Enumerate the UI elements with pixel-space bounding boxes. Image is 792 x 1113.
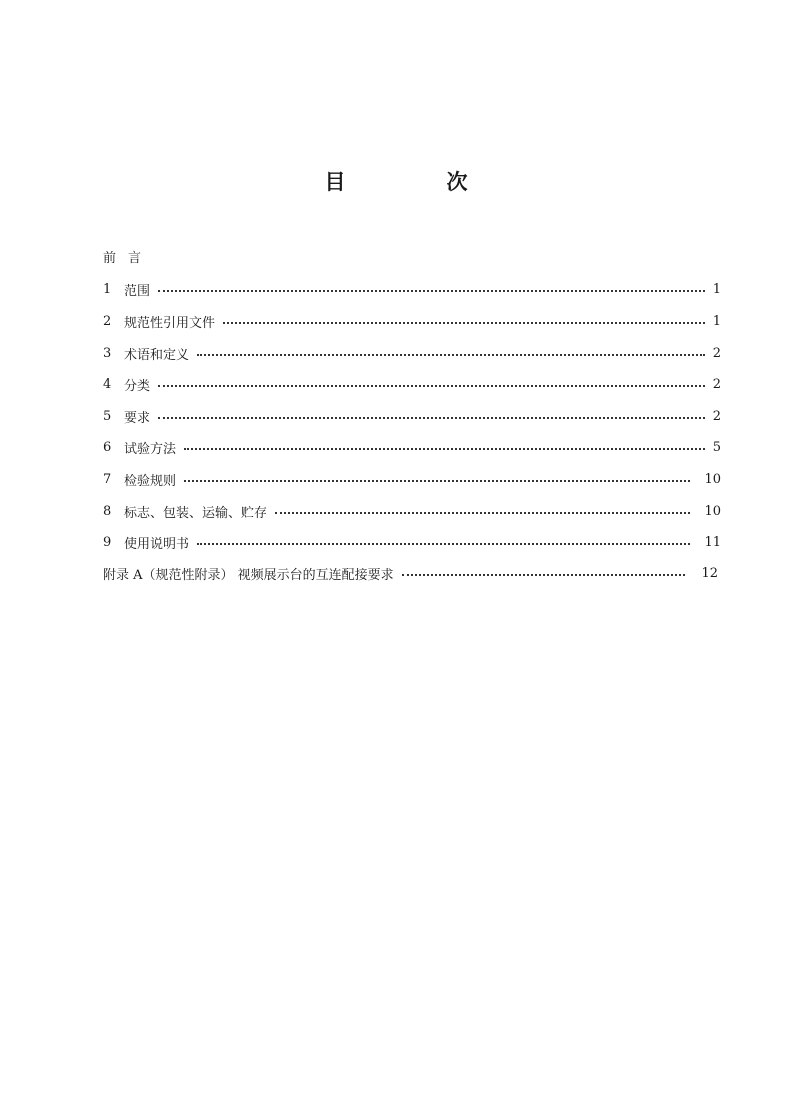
toc-dot-leader bbox=[184, 480, 690, 482]
toc-entry-page: 2 bbox=[712, 376, 721, 392]
toc-entry-page: 10 bbox=[704, 503, 721, 519]
toc-entry-4[interactable] bbox=[103, 373, 721, 395]
toc-entry-number: 6 bbox=[103, 439, 112, 455]
toc-dot-leader bbox=[158, 417, 705, 419]
toc-dot-leader bbox=[158, 290, 705, 292]
toc-entry-9[interactable] bbox=[103, 531, 721, 553]
toc-entry-label: 规范性引用文件 bbox=[124, 315, 216, 331]
toc-dot-leader bbox=[158, 385, 705, 387]
toc-entry-label: 使用说明书 bbox=[124, 536, 190, 552]
toc-entry-3[interactable] bbox=[103, 342, 721, 364]
toc-entry-8[interactable] bbox=[103, 500, 721, 522]
toc-entry-2[interactable] bbox=[103, 310, 721, 332]
toc-dot-leader bbox=[184, 448, 705, 450]
toc-entry-label: 要求 bbox=[124, 410, 151, 426]
toc-entry-number: 5 bbox=[103, 408, 112, 424]
toc-dot-leader bbox=[197, 543, 690, 545]
toc-entry-number: 9 bbox=[103, 534, 112, 550]
toc-entry-7[interactable] bbox=[103, 468, 721, 490]
toc-entry-page: 10 bbox=[704, 471, 721, 487]
toc-title: 目 次 bbox=[324, 169, 508, 194]
toc-entry-number: 3 bbox=[103, 345, 112, 361]
toc-entry-label: 分类 bbox=[124, 378, 151, 394]
toc-dot-leader bbox=[197, 354, 705, 356]
toc-entry-1[interactable] bbox=[103, 278, 721, 300]
toc-entry-number: 2 bbox=[103, 313, 112, 329]
toc-entry-page: 11 bbox=[704, 534, 721, 550]
toc-entry-label: 范围 bbox=[124, 283, 151, 299]
toc-entry-page: 2 bbox=[712, 345, 721, 361]
toc-entry-label: 标志、包装、运输、贮存 bbox=[124, 505, 268, 521]
toc-entry-6[interactable] bbox=[103, 436, 721, 458]
toc-entry-label: 术语和定义 bbox=[124, 347, 190, 363]
toc-entry-label: 试验方法 bbox=[124, 441, 177, 457]
toc-entry-5[interactable] bbox=[103, 405, 721, 427]
toc-entry-page: 1 bbox=[712, 313, 721, 329]
toc-entry-number: 1 bbox=[103, 281, 112, 297]
toc-dot-leader bbox=[402, 574, 686, 576]
toc-appendix-label: 附录 A（规范性附录） 视频展示台的互连配接要求 bbox=[103, 567, 394, 583]
toc-dot-leader bbox=[223, 322, 705, 324]
toc-entry-label: 检验规则 bbox=[124, 473, 177, 489]
toc-foreword[interactable] bbox=[103, 245, 153, 267]
toc-entry-page: 1 bbox=[712, 281, 721, 297]
toc-appendix-page: 12 bbox=[701, 565, 718, 581]
toc-dot-leader bbox=[275, 512, 690, 514]
toc-entry-page: 5 bbox=[712, 439, 721, 455]
toc-entry-number: 8 bbox=[103, 503, 112, 519]
toc-entry-number: 4 bbox=[103, 376, 112, 392]
toc-appendix-a[interactable] bbox=[103, 562, 718, 584]
toc-entry-page: 2 bbox=[712, 408, 721, 424]
toc-foreword-label: 前言 bbox=[103, 250, 154, 266]
toc-entry-number: 7 bbox=[103, 471, 112, 487]
